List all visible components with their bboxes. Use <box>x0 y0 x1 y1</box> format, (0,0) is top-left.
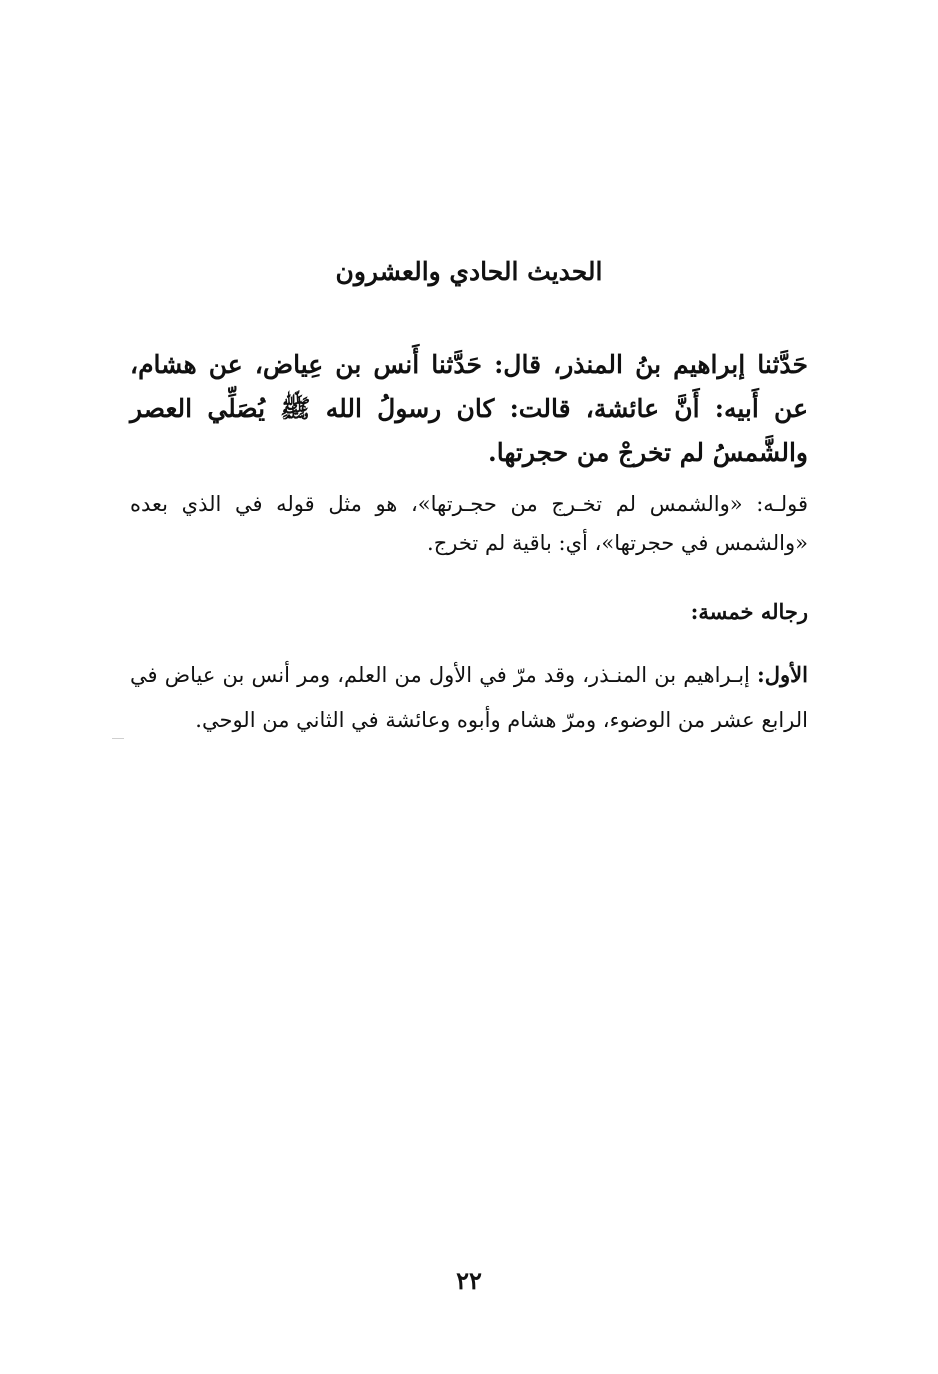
narrators-heading: رجاله خمسة: <box>690 599 808 624</box>
first-narrator-paragraph <box>130 652 808 743</box>
chapter-title: الحديث الحادي والعشرون <box>335 257 603 286</box>
hadith-text: حَدَّثنا إبراهيم بنُ المنذر، قال: حَدَّثنا أَنس بن عِياض، عن هشام، عن أَبيه: أَنَّ عائشة، قالت: كان رسولُ الله ﷺ يُصَلِّي العصر والشَّمسُ لم تخرجْ من حجرتها. <box>130 350 808 467</box>
first-narrator-lead: الأول: <box>757 662 808 687</box>
scan-artifact <box>112 738 124 739</box>
page-number: ٢٢ <box>456 1266 482 1295</box>
commentary-paragraph: قولـه: «والشمس لم تخـرج من حجـرتها»، هو مثل قوله في الذي بعده «والشمس في حجرتها»، أي: باقية لم تخرج. <box>130 492 808 555</box>
first-narrator-text: إبـراهيم بن المنـذر، وقد مرّ في الأول من العلم، ومر أنس بن عياض في الرابع عشر من الوضوء، ومرّ هشام وأبوه وعائشة في الثاني من الوحي. <box>130 663 808 732</box>
